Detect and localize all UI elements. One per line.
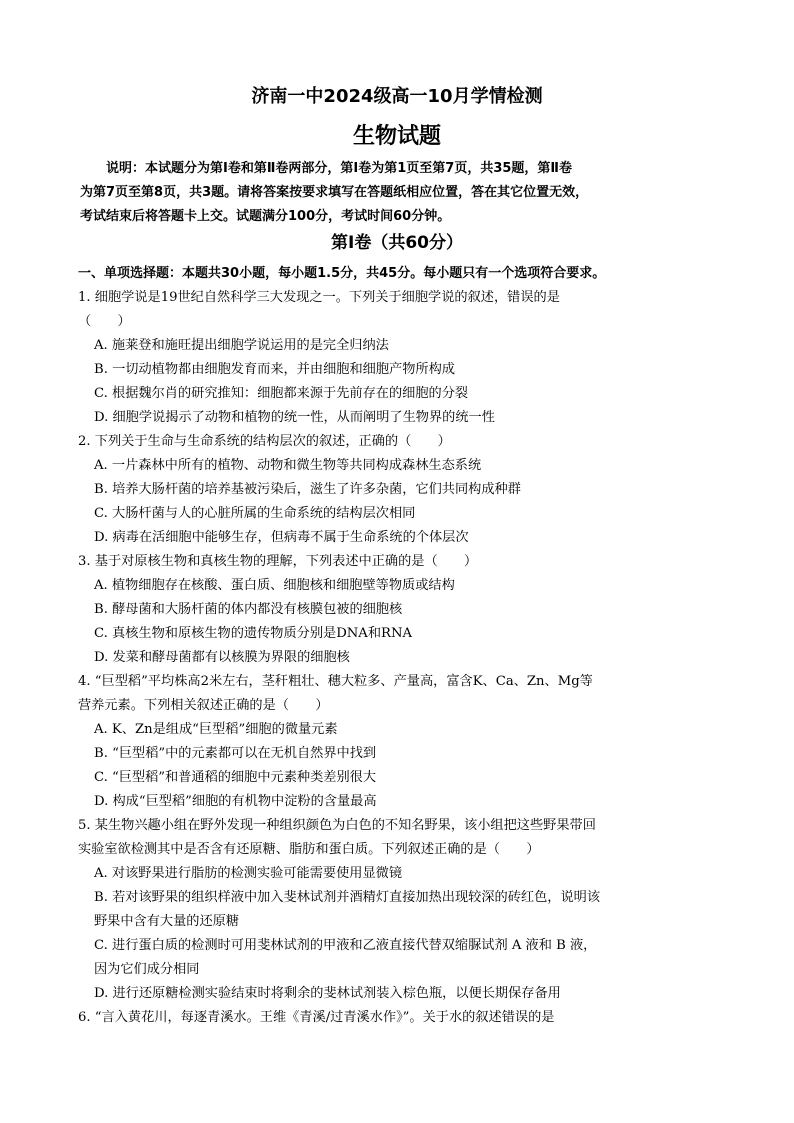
answer-option: B. 若对该野果的组织样液中加入斐林试剂并酒精灯直接加热出现较深的砖红色，说明该 (94, 890, 601, 905)
question-stem: 3. 基于对原核生物和真核生物的理解，下列表述中正确的是（ ） (78, 554, 478, 569)
question-2 (78, 430, 728, 550)
answer-option: C. 大肠杆菌与人的心脏所属的生命系统的结构层次相同 (94, 506, 416, 521)
answer-option: C. 真核生物和原核生物的遗传物质分别是DNA和RNA (94, 626, 413, 641)
answer-option: C. 根据魏尔肖的研究推知：细胞都来源于先前存在的细胞的分裂 (94, 386, 469, 401)
answer-option: 因为它们成分相同 (94, 962, 200, 977)
answer-option: D. 进行还原糖检测实验结束时将剩余的斐林试剂装入棕色瓶，以便长期保存备用 (94, 986, 561, 1001)
answer-option: A. 一片森林中所有的植物、动物和微生物等共同构成森林生态系统 (94, 458, 482, 473)
question-stem: 1. 细胞学说是19世纪自然科学三大发现之一。下列关于细胞学说的叙述，错误的是 (78, 290, 560, 305)
question-stem: （ ） (78, 314, 131, 329)
subject-title: 生物试题 (352, 124, 441, 149)
question-6 (78, 1006, 728, 1030)
instruction-line: 为第7页至第8页，共3题。请将答案按要求填写在答题纸相应位置，答在其它位置无效， (80, 185, 589, 200)
answer-option: 野果中含有大量的还原糖 (94, 914, 240, 929)
instructions (80, 157, 726, 229)
answer-option: A. 对该野果进行脂肪的检测实验可能需要使用显微镜 (94, 866, 403, 881)
instruction-line: 考试结束后将答题卡上交。试题满分100分，考试时间60分钟。 (80, 209, 451, 224)
question-3 (78, 550, 728, 670)
part-title: 第Ⅰ卷（共60分） (331, 233, 463, 253)
question-stem: 实验室欲检测其中是否含有还原糖、脂肪和蛋白质。下列叙述正确的是（ ） (78, 842, 540, 857)
question-4 (78, 670, 728, 814)
question-1 (78, 286, 728, 430)
question-stem: 2. 下列关于生命与生命系统的结构层次的叙述，正确的（ ） (78, 434, 451, 449)
answer-option: D. 细胞学说揭示了动物和植物的统一性，从而阐明了生物界的统一性 (94, 410, 495, 425)
answer-option: B. 酵母菌和大肠杆菌的体内都没有核膜包被的细胞核 (94, 602, 403, 617)
question-stem: 6. “言入黄花川，每逐青溪水。王维《青溪/过青溪水作》”。关于水的叙述错误的是 (78, 1010, 555, 1025)
section-title: 一、单项选择题：本题共30小题，每小题1.5分，共45分。每小题只有一个选项符合要求。 (78, 266, 606, 281)
exam-title: 济南一中2024级高一10月学情检测 (251, 86, 543, 107)
question-list (78, 286, 728, 1030)
answer-option: A. K、Zn是组成“巨型稻”细胞的微量元素 (94, 722, 338, 737)
answer-option: D. 发菜和酵母菌都有以核膜为界限的细胞核 (94, 650, 350, 665)
answer-option: B. 培养大肠杆菌的培养基被污染后，滋生了许多杂菌，它们共同构成种群 (94, 482, 521, 497)
question-stem: 4. “巨型稻”平均株高2米左右，茎秆粗壮、穗大粒多、产量高，富含K、Ca、Zn、Mg等 (78, 674, 593, 689)
answer-option: A. 施莱登和施旺提出细胞学说运用的是完全归纳法 (94, 338, 389, 353)
answer-option: C. 进行蛋白质的检测时可用斐林试剂的甲液和乙液直接代替双缩脲试剂 A 液和 B 液， (94, 938, 597, 953)
question-stem: 营养元素。下列相关叙述正确的是（ ） (78, 698, 329, 713)
answer-option: B. “巨型稻”中的元素都可以在无机自然界中找到 (94, 746, 377, 761)
answer-option: C. “巨型稻”和普通稻的细胞中元素种类差别很大 (94, 770, 377, 785)
instruction-line: 说明：本试题分为第Ⅰ卷和第Ⅱ卷两部分，第Ⅰ卷为第1页至第7页，共35题，第Ⅱ卷 (106, 161, 572, 176)
answer-option: D. 构成“巨型稻”细胞的有机物中淀粉的含量最高 (94, 794, 377, 809)
answer-option: D. 病毒在活细胞中能够生存，但病毒不属于生命系统的个体层次 (94, 530, 469, 545)
question-5 (78, 814, 728, 1006)
answer-option: B. 一切动植物都由细胞发育而来，并由细胞和细胞产物所构成 (94, 362, 455, 377)
question-stem: 5. 某生物兴趣小组在野外发现一种组织颜色为白色的不知名野果，该小组把这些野果带回 (78, 818, 596, 833)
answer-option: A. 植物细胞存在核酸、蛋白质、细胞核和细胞壁等物质或结构 (94, 578, 455, 593)
